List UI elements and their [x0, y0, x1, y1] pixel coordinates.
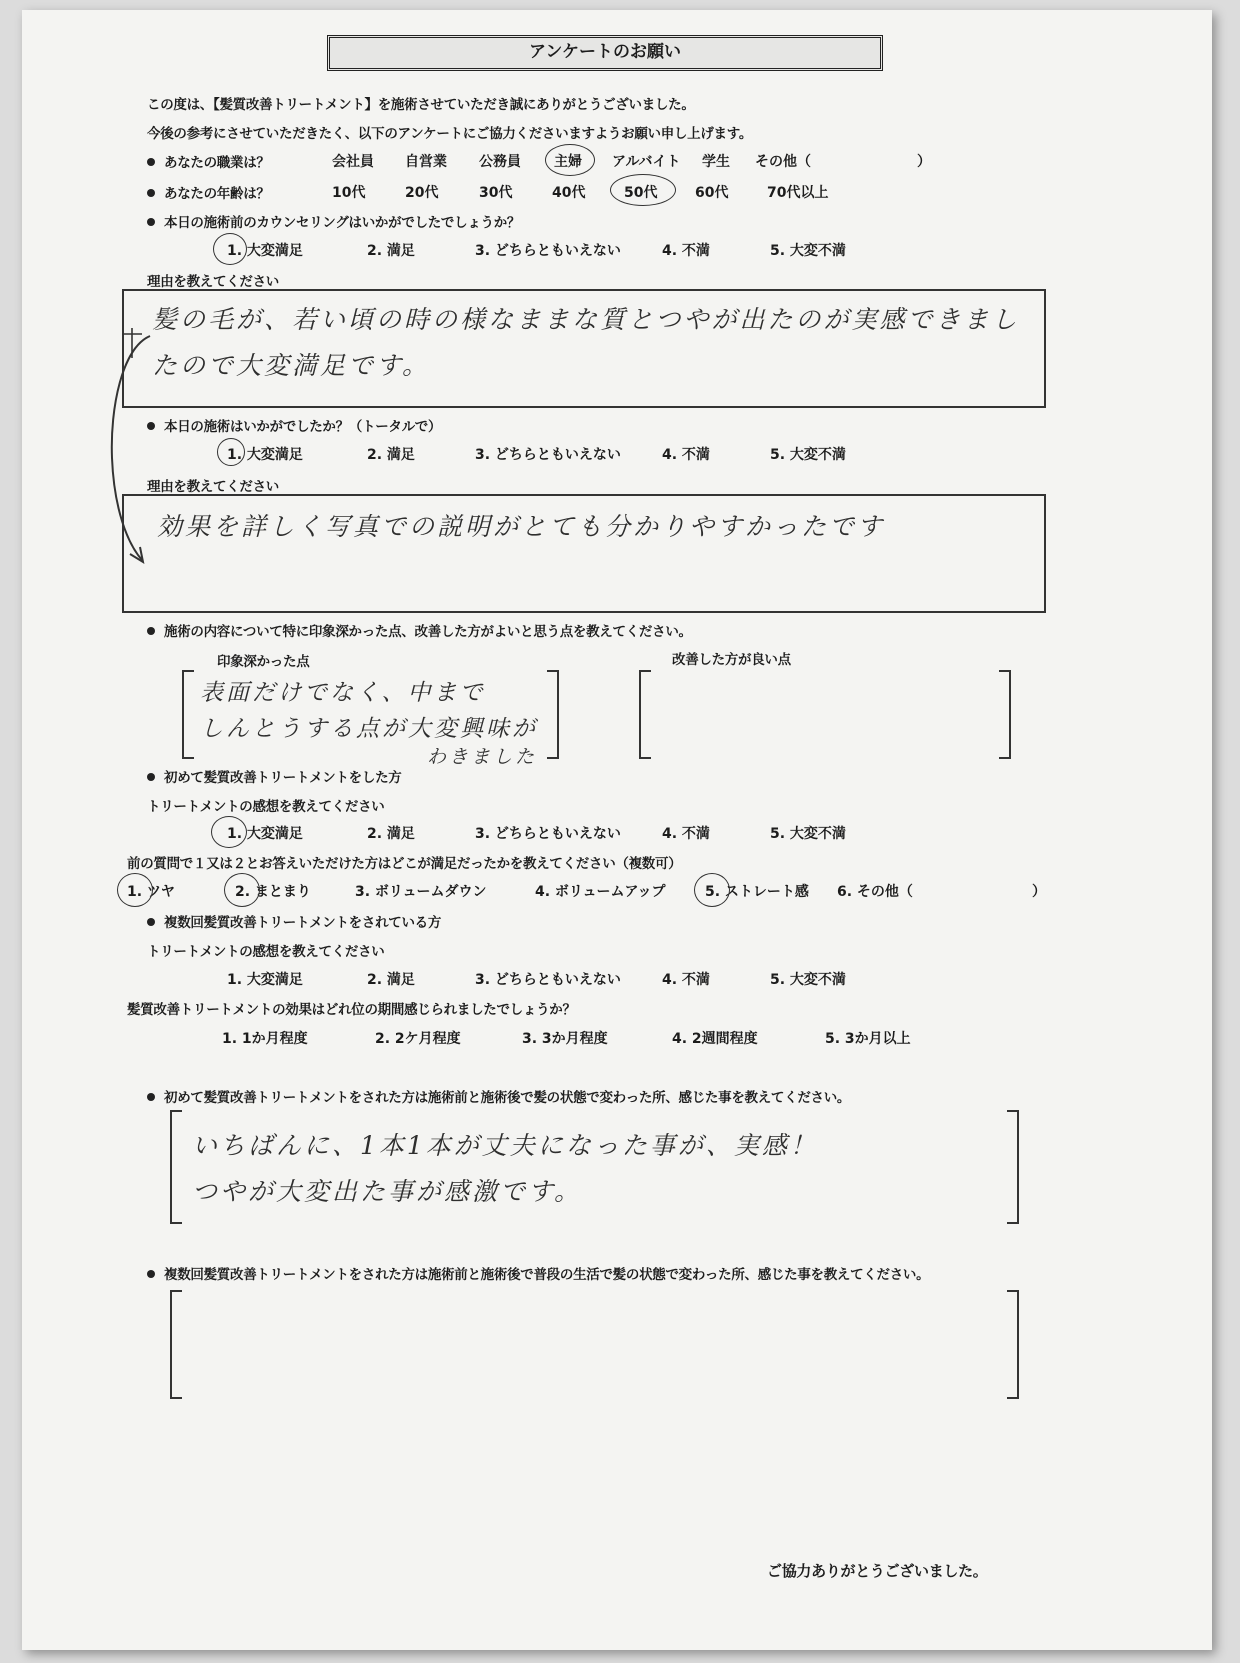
- intro-line-1: この度は、【髪質改善トリートメント】を施術させていただき誠にありがとうございました。: [147, 97, 695, 113]
- duration-option[interactable]: 2. 2ケ月程度: [375, 1031, 461, 1047]
- bracket-right: [1007, 1110, 1019, 1224]
- treatment-option[interactable]: 5. 大変不満: [770, 447, 846, 463]
- intro-line-2: 今後の参考にさせていただきたく、以下のアンケートにご協力くださいますようお願い申し上げます。: [147, 126, 753, 142]
- repeat-option[interactable]: 2. 満足: [367, 972, 415, 988]
- bullet-icon: [147, 1093, 155, 1101]
- followup-other-close: ）: [1032, 884, 1046, 900]
- repeat-header: 複数回髪質改善トリートメントをされている方: [147, 911, 441, 931]
- treatment-option[interactable]: 4. 不満: [662, 447, 710, 463]
- survey-sheet: [22, 10, 1212, 1650]
- treatment-reason-label: 理由を教えてください: [147, 479, 279, 495]
- selection-circle: [224, 873, 260, 907]
- occupation-option[interactable]: その他（: [755, 154, 811, 170]
- occupation-question: あなたの職業は？: [147, 151, 270, 171]
- first-time-option[interactable]: 4. 不満: [662, 826, 710, 842]
- first-time-option[interactable]: 3. どちらともいえない: [475, 826, 621, 842]
- occupation-option[interactable]: アルバイト: [612, 154, 681, 170]
- first-time-header: 初めて髪質改善トリートメントをした方: [147, 766, 401, 786]
- occupation-option[interactable]: 会社員: [332, 154, 374, 170]
- first-change-line: いちばんに、1本1本が丈夫になった事が、実感！: [192, 1131, 818, 1160]
- age-option[interactable]: 10代: [332, 185, 366, 201]
- bullet-icon: [147, 218, 155, 226]
- first-time-option[interactable]: 1. 大変満足: [227, 826, 303, 842]
- treatment-option[interactable]: 2. 満足: [367, 447, 415, 463]
- selection-circle: [694, 873, 730, 907]
- counseling-question: 本日の施術前のカウンセリングはいかがでしたでしょうか？: [147, 211, 520, 231]
- occupation-option-selected[interactable]: 主婦: [554, 154, 582, 170]
- duration-option[interactable]: 1. 1か月程度: [222, 1031, 308, 1047]
- bracket-left: [170, 1290, 182, 1399]
- duration-option[interactable]: 5. 3か月以上: [825, 1031, 911, 1047]
- impressions-good-line: 表面だけでなく、中まで: [200, 680, 486, 706]
- age-option[interactable]: 20代: [405, 185, 439, 201]
- first-time-option[interactable]: 5. 大変不満: [770, 826, 846, 842]
- selection-circle: [610, 174, 676, 206]
- counseling-option[interactable]: 3. どちらともいえない: [475, 243, 621, 259]
- followup-option[interactable]: 5. ストレート感: [705, 884, 809, 900]
- followup-option[interactable]: 3. ボリュームダウン: [355, 884, 487, 900]
- occupation-option[interactable]: 学生: [702, 154, 730, 170]
- footer-thanks: ご協力ありがとうございました。: [767, 1562, 988, 1580]
- bullet-icon: [147, 627, 155, 635]
- selection-circle: [545, 144, 595, 176]
- impressions-improve-label: 改善した方が良い点: [672, 652, 791, 668]
- repeat-label: トリートメントの感想を教えてください: [147, 944, 385, 960]
- first-time-followup: 前の質問で１又は２とお答えいただけた方はどこが満足だったかを教えてください（複数可）: [127, 856, 682, 872]
- duration-option[interactable]: 3. 3か月程度: [522, 1031, 608, 1047]
- age-option[interactable]: 40代: [552, 185, 586, 201]
- occupation-option[interactable]: 自営業: [405, 154, 447, 170]
- impressions-question: 施術の内容について特に印象深かった点、改善した方がよいと思う点を教えてください。: [147, 620, 692, 640]
- selection-circle: [211, 816, 247, 848]
- bullet-icon: [147, 918, 155, 926]
- bullet-icon: [147, 422, 155, 430]
- counseling-option[interactable]: 4. 不満: [662, 243, 710, 259]
- counseling-option[interactable]: 5. 大変不満: [770, 243, 846, 259]
- age-option-selected[interactable]: 50代: [624, 185, 658, 201]
- treatment-question: 本日の施術はいかがでしたか？（トータルで）: [147, 415, 441, 435]
- age-question: あなたの年齢は？: [147, 182, 270, 202]
- repeat-option[interactable]: 5. 大変不満: [770, 972, 846, 988]
- bullet-icon: [147, 1270, 155, 1278]
- bullet-icon: [147, 158, 155, 166]
- age-option[interactable]: 60代: [695, 185, 729, 201]
- repeat-change-question: 複数回髪質改善トリートメントをされた方は施術前と施術後で普段の生活で髪の状態で変わった所、感じた事を教えてください。: [147, 1263, 929, 1283]
- followup-option[interactable]: 2. まとまり: [235, 884, 311, 900]
- first-change-question: 初めて髪質改善トリートメントをされた方は施術前と施術後で髪の状態で変わった所、感じた事を教えてください。: [147, 1086, 850, 1106]
- bracket-left: [182, 670, 194, 759]
- first-change-line: つやが大変出た事が感激です。: [192, 1177, 583, 1206]
- bullet-icon: [147, 773, 155, 781]
- bracket-right: [547, 670, 559, 759]
- bracket-left: [639, 670, 651, 759]
- selection-circle: [213, 233, 247, 265]
- followup-option[interactable]: 4. ボリュームアップ: [535, 884, 666, 900]
- bracket-left: [170, 1110, 182, 1224]
- repeat-change-field[interactable]: [187, 1300, 1002, 1385]
- occupation-other-close: ）: [917, 154, 931, 170]
- counseling-reason-line: たので大変満足です。: [152, 351, 431, 380]
- repeat-option[interactable]: 4. 不満: [662, 972, 710, 988]
- treatment-reason-line: 効果を詳しく写真での説明がとても分かりやすかったです: [157, 512, 886, 541]
- counseling-reason-label: 理由を教えてください: [147, 274, 279, 290]
- bracket-right: [1007, 1290, 1019, 1399]
- impressions-good-label: 印象深かった点: [217, 654, 310, 670]
- repeat-option[interactable]: 3. どちらともいえない: [475, 972, 621, 988]
- age-option[interactable]: 70代以上: [767, 185, 829, 201]
- duration-option[interactable]: 4. 2週間程度: [672, 1031, 758, 1047]
- counseling-option[interactable]: 2. 満足: [367, 243, 415, 259]
- first-time-label: トリートメントの感想を教えてください: [147, 799, 385, 815]
- treatment-option[interactable]: 1. 大変満足: [227, 447, 303, 463]
- impressions-good-line: わきました: [427, 746, 538, 768]
- survey-title: アンケートのお願い: [327, 35, 883, 71]
- counseling-reason-line: 髪の毛が、若い頃の時の様なままな質とつやが出たのが実感できまし: [152, 305, 1020, 334]
- bullet-icon: [147, 189, 155, 197]
- counseling-option[interactable]: 1. 大変満足: [227, 243, 303, 259]
- repeat-option[interactable]: 1. 大変満足: [227, 972, 303, 988]
- impressions-improve-field[interactable]: [662, 678, 992, 748]
- repeat-duration-question: 髪質改善トリートメントの効果はどれ位の期間感じられましたでしょうか？: [127, 1002, 576, 1018]
- followup-option[interactable]: 6. その他（: [837, 884, 913, 900]
- selection-circle: [117, 873, 153, 907]
- impressions-good-line: しんとうする点が大変興味が: [200, 716, 538, 742]
- occupation-option[interactable]: 公務員: [479, 154, 521, 170]
- treatment-option[interactable]: 3. どちらともいえない: [475, 447, 621, 463]
- selection-circle: [217, 438, 245, 466]
- bracket-right: [999, 670, 1011, 759]
- age-option[interactable]: 30代: [479, 185, 513, 201]
- first-time-option[interactable]: 2. 満足: [367, 826, 415, 842]
- followup-option[interactable]: 1. ツヤ: [127, 884, 175, 900]
